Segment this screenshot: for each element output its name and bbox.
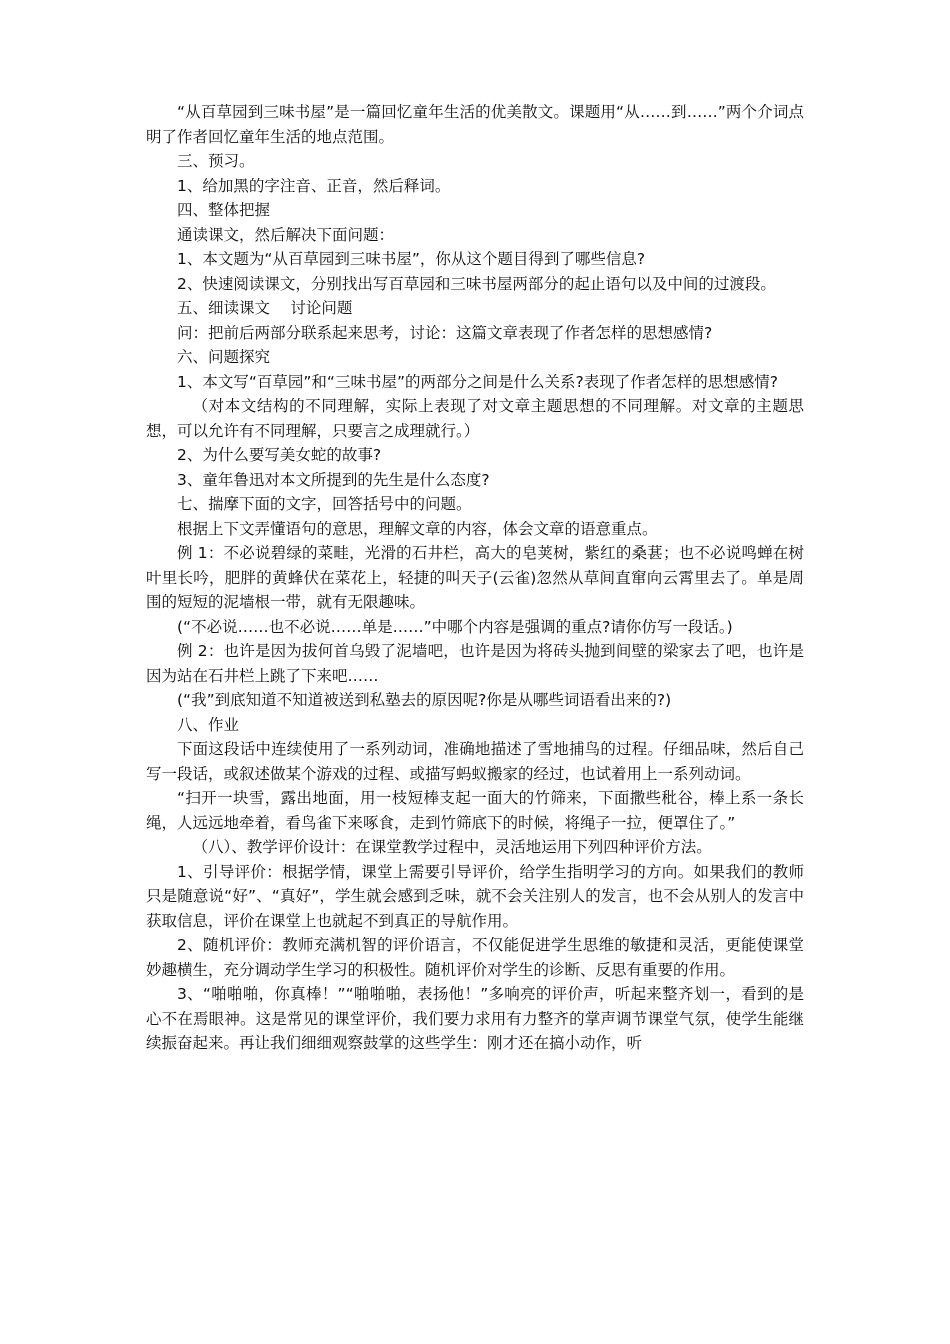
heading-overall-grasp: 四、整体把握 [177, 201, 271, 219]
paragraph-discussion-question: 问：把前后两部分联系起来思考，讨论：这篇文章表现了作者怎样的思想感情? [177, 323, 713, 342]
paragraph-inquiry-3: 3、童年鲁迅对本文所提到的先生是什么态度? [177, 470, 490, 489]
paragraph-intro: “从百草园到三味书屋”是一篇回忆童年生活的优美散文。课题用“从……到……”两个介词点明了作者回忆童年生活的地点范围。 [146, 103, 804, 146]
document-body [146, 100, 804, 1056]
paragraph-inquiry-2: 2、为什么要写美女蛇的故事? [177, 446, 382, 464]
paragraph-evaluation-random: 2、随机评价：教师充满机智的评价语言，不仅能促进学生思维的敏捷和灵活，更能使课堂妙趣横生，充分调动学生学习的积极性。随机评价对学生的诊断、反思有重要的作用。 [146, 936, 804, 979]
heading-close-reading: 五、细读课文 讨论问题 [177, 299, 353, 317]
heading-evaluation-design: （八）、教学评价设计：在课堂教学过程中，灵活地运用下列四种评价方法。 [192, 838, 712, 856]
paragraph-evaluation-guide: 1、引导评价：根据学情，课堂上需要引导评价，给学生指明学习的方向。如果我们的教师只是随意说“好”、“真好”，学生就会感到乏味，就不会关注别人的发言，也不会从别人的发言中获取信息，评价在课堂上也就起不到真正的导航作用。 [146, 862, 804, 930]
paragraph-homework-desc: 下面这段话中连续使用了一系列动词，准确地描述了雪地捕鸟的过程。仔细品味，然后自己写一段话，或叙述做某个游戏的过程、或描写蚂蚁搬家的经过，也试着用上一系列动词。 [146, 740, 804, 783]
paragraph-example-2-question: (“我”到底知道不知道被送到私塾去的原因呢?你是从哪些词语看出来的?) [177, 691, 672, 709]
paragraph-inquiry-note: （对本文结构的不同理解，实际上表现了对文章主题思想的不同理解。对文章的主题思想，可以允许有不同理解，只要言之成理就行。） [146, 397, 804, 440]
heading-homework: 八、作业 [177, 715, 240, 734]
paragraph-question-fast-read: 2、快速阅读课文，分别找出写百草园和三味书屋两部分的起止语句以及中间的过渡段。 [177, 274, 776, 293]
heading-preview: 三、预习。 [177, 152, 255, 170]
paragraph-question-title: 1、本文题为“从百草园到三味书屋”，你从这个题目得到了哪些信息? [177, 250, 646, 268]
paragraph-read-through: 通读课文，然后解决下面问题： [177, 225, 395, 244]
paragraph-preview-task: 1、给加黑的字注音、正音，然后释词。 [177, 176, 451, 195]
paragraph-example-1-question: (“不必说……也不必说……单是……”中哪个内容是强调的重点?请你仿写一段话。) [177, 617, 733, 636]
paragraph-inquiry-1: 1、本文写“百草园”和“三味书屋”的两部分之间是什么关系?表现了作者怎样的思想感情? [177, 372, 778, 391]
heading-inquiry: 六、问题探究 [177, 348, 271, 366]
paragraph-example-1: 例 1：不必说碧绿的菜畦，光滑的石井栏，高大的皂荚树，紫红的桑葚；也不必说鸣蝉在树叶里长吟，肥胖的黄蜂伏在菜花上，轻捷的叫天子(云雀)忽然从草间直窜向云霄里去了。单是周围的短短的泥墙根一带，就有无限趣味。 [146, 544, 804, 611]
paragraph-savor-intro: 根据上下文弄懂语句的意思，理解文章的内容，体会文章的语意重点。 [177, 519, 658, 538]
paragraph-example-2: 例 2：也许是因为拔何首乌毁了泥墙吧，也许是因为将砖头抛到间壁的梁家去了吧，也许是因为站在石井栏上跳了下来吧…… [146, 642, 804, 685]
paragraph-evaluation-applause: 3、“啪啪啪，你真棒！”“啪啪啪，表扬他！”多响亮的评价声，听起来整齐划一，看到的是心不在焉眼神。这是常见的课堂评价，我们要力求用有力整齐的掌声调节课堂气氛，使学生能继续振奋起来。再让我们细细观察鼓掌的这些学生：刚才还在搞小动作，听 [146, 985, 804, 1052]
paragraph-homework-quote: “扫开一块雪，露出地面，用一枝短棒支起一面大的竹筛来，下面撒些秕谷，棒上系一条长绳，人远远地牵着，看鸟雀下来啄食，走到竹筛底下的时候，将绳子一拉，便罩住了。” [146, 789, 804, 832]
heading-savor-text: 七、揣摩下面的文字，回答括号中的问题。 [177, 495, 472, 513]
